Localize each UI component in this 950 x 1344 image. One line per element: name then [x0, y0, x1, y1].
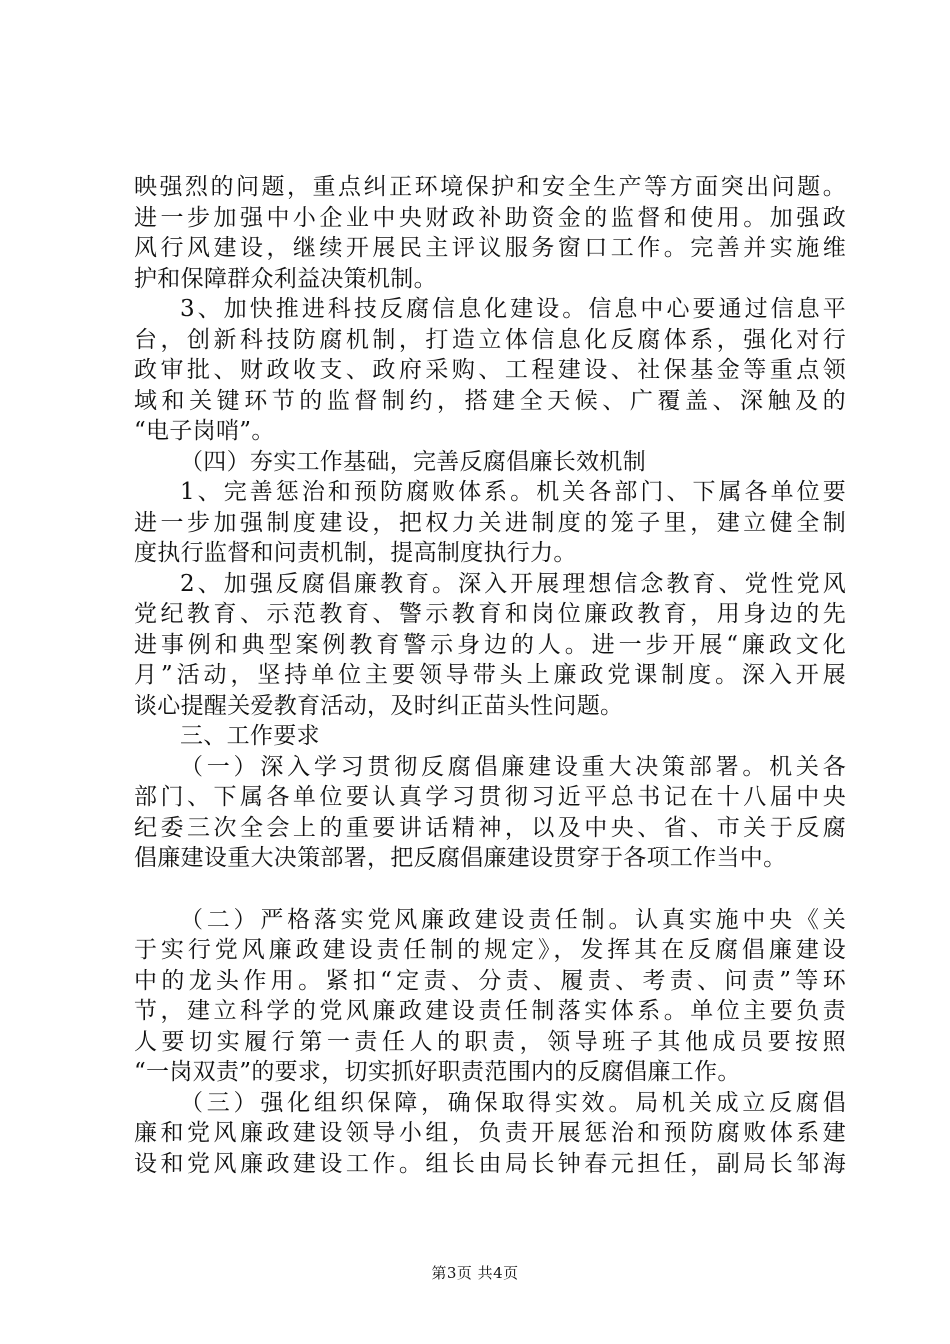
text-line: 倡廉建设重大决策部署，把反腐倡廉建设贯穿于各项工作当中。	[134, 845, 787, 871]
text-line: 政审批、财政收支、政府采购、工程建设、社保基金等重点领	[134, 357, 846, 383]
text-line: 风行风建设，继续开展民主评议服务窗口工作。完善并实施维	[134, 235, 846, 261]
text-line: 进一步加强制度建设，把权力关进制度的笼子里，建立健全制	[134, 509, 846, 536]
document-body	[134, 172, 846, 1179]
text-line: （一）深入学习贯彻反腐倡廉建设重大决策部署。机关各	[180, 753, 846, 780]
text-line: （二）严格落实党风廉政建设责任制。认真实施中央《关	[180, 906, 846, 933]
section-heading: （四）夯实工作基础，完善反腐倡廉长效机制	[180, 448, 646, 475]
text-line: 谈心提醒关爱教育活动，及时纠正苗头性问题。	[134, 692, 624, 719]
text-line: 护和保障群众利益决策机制。	[134, 265, 437, 292]
text-line: 进事例和典型案例教育警示身边的人。进一步开展“廉政文化	[134, 631, 846, 658]
text-line: 3、加快推进科技反腐信息化建设。信息中心要通过信息平	[180, 296, 846, 322]
text-line: 廉和党风廉政建设领导小组，负责开展惩治和预防腐败体系建	[134, 1120, 846, 1146]
text-line: 度执行监督和问责机制，提高制度执行力。	[134, 540, 577, 566]
page-footer: 第3页 共4页	[431, 1264, 519, 1282]
text-line: 部门、下属各单位要认真学习贯彻习近平总书记在十八届中央	[134, 784, 846, 810]
text-line: 中的龙头作用。紧扣“定责、分责、履责、考责、问责”等环	[134, 967, 846, 994]
text-line: 党纪教育、示范教育、警示教育和岗位廉政教育，用身边的先	[134, 601, 846, 627]
text-line: 映强烈的问题，重点纠正环境保护和安全生产等方面突出问题。	[134, 174, 846, 200]
text-line: 节，建立科学的党风廉政建设责任制落实体系。单位主要负责	[134, 998, 846, 1024]
paragraph-gap	[134, 874, 846, 905]
text-line: “电子岗哨”。	[134, 418, 275, 444]
text-line: 台，创新科技防腐机制，打造立体信息化反腐体系，强化对行	[134, 326, 846, 353]
text-line: 纪委三次全会上的重要讲话精神，以及中央、省、市关于反腐	[134, 814, 846, 841]
text-line: （三）强化组织保障，确保取得实效。局机关成立反腐倡	[180, 1089, 846, 1116]
text-line: 域和关键环节的监督制约，搭建全天候、广覆盖、深触及的	[134, 387, 846, 414]
text-line: 设和党风廉政建设工作。组长由局长钟春元担任，副局长邹海	[134, 1150, 846, 1177]
text-line: 2、加强反腐倡廉教育。深入开展理想信念教育、党性党风	[180, 570, 846, 597]
text-line: “一岗双责”的要求，切实抓好职责范围内的反腐倡廉工作。	[134, 1059, 741, 1085]
text-line: 1、完善惩治和预防腐败体系。机关各部门、下属各单位要	[180, 479, 846, 505]
text-line: 于实行党风廉政建设责任制的规定》，发挥其在反腐倡廉建设	[134, 937, 846, 963]
text-line: 月”活动，坚持单位主要领导带头上廉政党课制度。深入开展	[134, 662, 846, 688]
section-heading: 三、工作要求	[180, 723, 320, 749]
text-line: 人要切实履行第一责任人的职责，领导班子其他成员要按照	[134, 1028, 846, 1055]
text-line: 进一步加强中小企业中央财政补助资金的监督和使用。加强政	[134, 204, 846, 231]
